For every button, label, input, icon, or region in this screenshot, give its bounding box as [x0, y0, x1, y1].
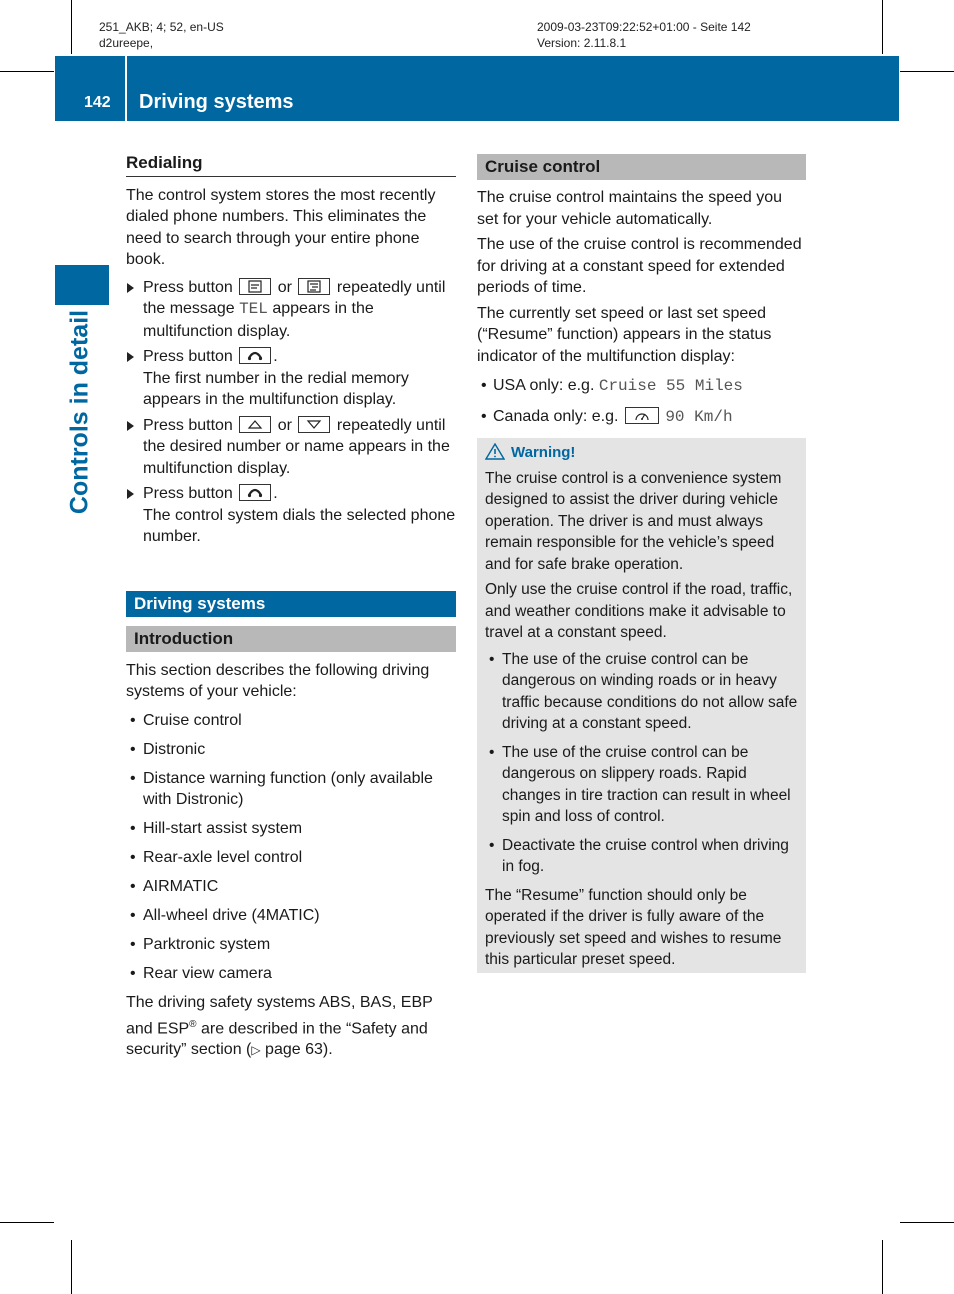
page-number: 142 — [84, 94, 111, 111]
page-back-icon — [239, 278, 271, 295]
step-item — [126, 483, 456, 548]
crop-mark — [0, 71, 54, 72]
step-text: or — [277, 416, 292, 434]
list-item-label: USA only: e.g. — [493, 377, 595, 394]
note-text: page 63). — [260, 1041, 333, 1059]
print-meta-left — [99, 19, 224, 51]
right-column — [477, 154, 806, 973]
list-item: • Parktronic system — [126, 934, 456, 956]
warning-paragraph: The cruise control is a convenience system designed to assist the driver during vehicle operation. The driver is and must always remain responsible for the vehicle’s speed and for safe brake operation. — [485, 469, 782, 573]
cruise-paragraph: The use of the cruise control is recommended for driving at a constant speed for extended periods of time. — [477, 236, 802, 296]
step-text: Press button — [143, 348, 233, 365]
step-text: . — [273, 485, 278, 502]
step-text: repeatedly until the message — [143, 278, 446, 317]
header-divider — [125, 56, 127, 121]
meta-line: d2ureepe, — [99, 36, 154, 50]
meta-line: 251_AKB; 4; 52, en-US — [99, 20, 224, 34]
warning-title: Warning! — [511, 444, 576, 461]
cruise-paragraph: The cruise control maintains the speed you set for your vehicle automatically. — [477, 189, 783, 228]
redialing-intro: The control system stores the most recently dialed phone numbers. This eliminates the need to search through your entire phone book. — [126, 186, 436, 268]
crop-mark — [71, 1240, 72, 1294]
step-text: Press button — [143, 416, 233, 434]
step-result: The first number in the redial memory appears in the multifunction display. — [143, 369, 409, 408]
cruise-control-heading-bar: Cruise control — [477, 154, 806, 180]
warning-paragraph: Only use the cruise control if the road, traffic, and weather conditions make it advisable to travel at a constant speed. — [485, 581, 793, 641]
page-title: Driving systems — [139, 91, 294, 113]
crop-mark — [882, 0, 883, 54]
meta-line: 2009-03-23T09:22:52+01:00 - Seite 142 — [537, 20, 751, 34]
step-arrow-icon — [127, 283, 134, 293]
page-reference-arrow-icon: ▷ — [251, 1043, 261, 1058]
warning-header — [485, 442, 798, 464]
step-item — [126, 346, 456, 411]
side-tab-label: Controls in detail — [65, 309, 94, 515]
introduction-heading-bar: Introduction — [126, 626, 456, 652]
warning-list-item: • Deactivate the cruise control when driving in fog. — [485, 835, 798, 878]
warning-list — [485, 649, 798, 878]
step-text: appears in the multifunction display. — [143, 300, 374, 340]
print-meta-right — [537, 19, 751, 51]
warning-list-item: • The use of the cruise control can be dangerous on slippery roads. Rapid changes in tire traction can result in wheel spin and loss of control. — [485, 742, 798, 828]
list-item: • Distance warning function (only available with Distronic) — [126, 768, 456, 811]
step-text: Press button — [143, 485, 233, 502]
step-arrow-icon — [127, 352, 134, 362]
list-item: • Cruise control — [126, 710, 456, 732]
side-tab-marker — [55, 265, 109, 305]
speedometer-icon — [625, 407, 659, 424]
display-message: Cruise 55 Miles — [598, 377, 743, 395]
step-text: Press button — [143, 278, 233, 296]
arrow-down-icon — [298, 416, 330, 433]
crop-mark — [882, 1240, 883, 1294]
display-message: 90 Km/h — [665, 407, 733, 426]
warning-paragraph: The “Resume” function should only be operated if the driver is fully aware of the previously set speed and wishes to resume this particular preset speed. — [485, 886, 782, 968]
list-item: • Rear view camera — [126, 963, 456, 985]
list-item: • All-wheel drive (4MATIC) — [126, 905, 456, 927]
warning-box — [477, 438, 806, 973]
step-text: repeatedly until the desired number or name appears in the multifunction display. — [143, 416, 450, 477]
cruise-paragraph: The currently set speed or last set speed (“Resume” function) appears in the status indicator of the multifunction display: — [477, 304, 772, 365]
meta-line: Version: 2.11.8.1 — [537, 36, 627, 50]
step-arrow-icon — [127, 489, 134, 499]
list-item: • Hill-start assist system — [126, 818, 456, 840]
left-column — [126, 152, 456, 1066]
step-item — [126, 415, 456, 480]
note-text: are described in the “Safety and security” section ( — [126, 1019, 428, 1059]
header-bar — [55, 56, 899, 121]
step-text: . — [273, 348, 278, 365]
list-item — [477, 406, 806, 429]
step-result: The control system dials the selected phone number. — [143, 506, 456, 545]
intro-text: This section describes the following driving systems of your vehicle: — [126, 661, 430, 700]
list-item: • AIRMATIC — [126, 876, 456, 898]
driving-systems-list — [126, 710, 456, 985]
warning-list-item: • The use of the cruise control can be dangerous on winding roads or in heavy traffic because conditions do not allow safe driving at a constant speed. — [485, 649, 798, 735]
list-item: • Distronic — [126, 739, 456, 761]
redialing-heading: Redialing — [126, 152, 456, 177]
note-text: The driving safety systems ABS, BAS, EBP and ESP — [126, 994, 433, 1037]
crop-mark — [71, 0, 72, 54]
crop-mark — [900, 1222, 954, 1223]
crop-mark — [900, 71, 954, 72]
phone-handset-icon — [239, 347, 271, 364]
step-item — [126, 277, 456, 343]
list-item — [477, 375, 806, 398]
display-message: TEL — [239, 300, 268, 318]
arrow-up-icon — [239, 416, 271, 433]
list-item: • Rear-axle level control — [126, 847, 456, 869]
warning-triangle-icon — [485, 443, 505, 460]
step-arrow-icon — [127, 421, 134, 431]
list-item-label: Canada only: e.g. — [493, 407, 619, 425]
step-text: or — [277, 278, 292, 296]
crop-mark — [0, 1222, 54, 1223]
safety-systems-note — [126, 992, 456, 1062]
registered-mark: ® — [189, 1018, 197, 1030]
page-forward-icon — [298, 278, 330, 295]
phone-handset-icon — [239, 484, 271, 501]
driving-systems-section-bar: Driving systems — [126, 591, 456, 617]
